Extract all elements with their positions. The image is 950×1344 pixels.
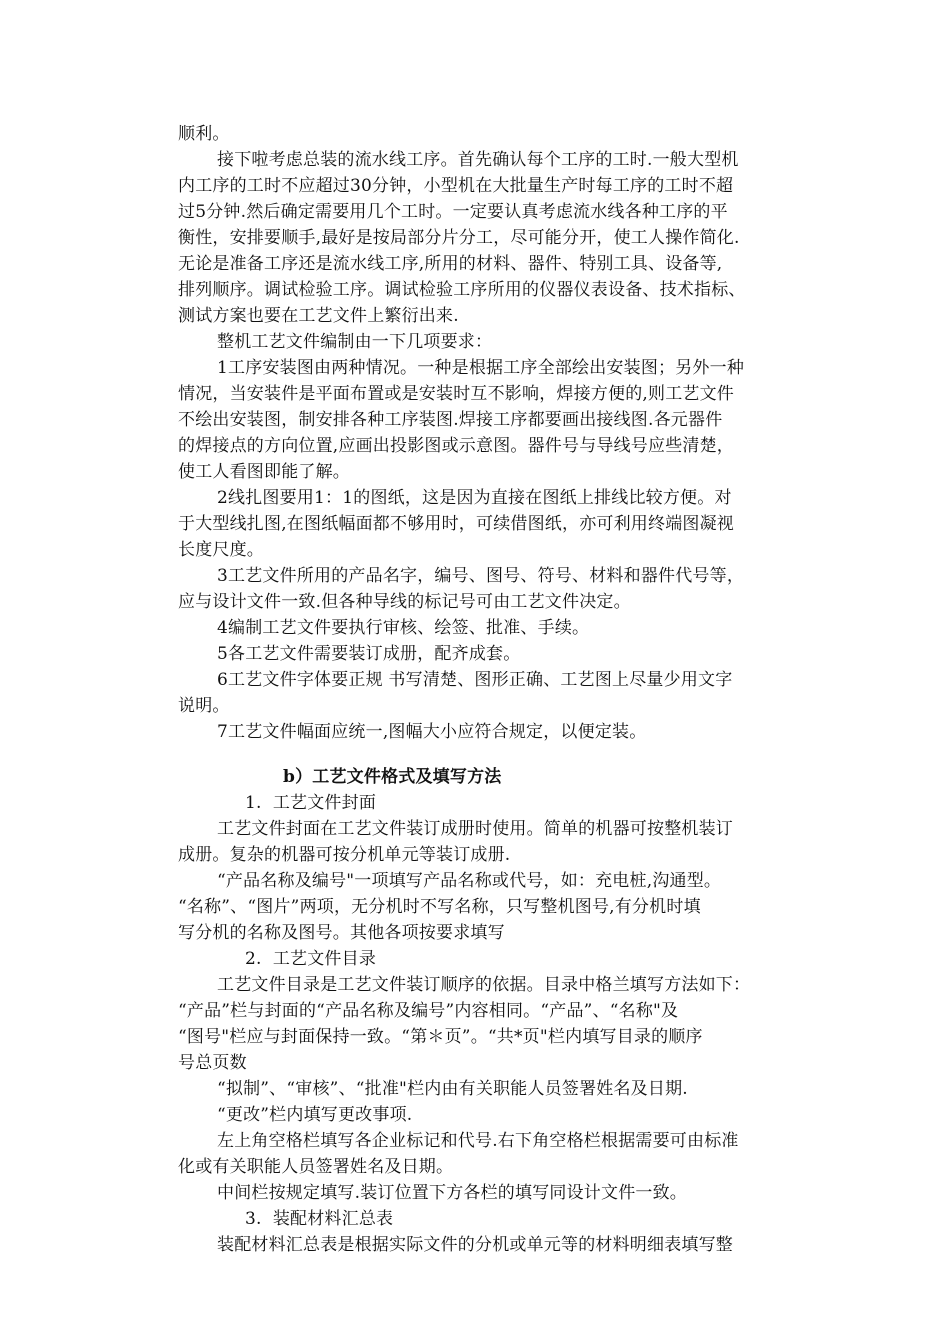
text-line: 接下啦考虑总装的流水线工序。首先确认每个工序的工时.一般大型机: [217, 150, 739, 170]
text-line: 工艺文件封面在工艺文件装订成册时使用。简单的机器可按整机装订: [217, 819, 733, 839]
text-line: 号总页数: [178, 1053, 247, 1073]
text-line: 5各工艺文件需要装订成册，配齐成套。: [217, 644, 521, 664]
text-line: “产品”栏与封面的“产品名称及编号”内容相同。“产品”、“名称"及: [178, 1001, 679, 1021]
text-line: 于大型线扎图,在图纸幅面都不够用时，可续借图纸，亦可利用终端图凝视: [178, 514, 735, 534]
text-line: 装配材料汇总表是根据实际文件的分机或单元等的材料明细表填写整: [217, 1235, 733, 1255]
text-line: 3工艺文件所用的产品名字，编号、图号、符号、材料和器件代号等，: [217, 566, 745, 586]
text-line: 工艺文件目录是工艺文件装订顺序的依据。目录中格兰填写方法如下：: [217, 975, 751, 995]
text-line: “拟制”、“审核”、“批准"栏内由有关职能人员签署姓名及日期.: [217, 1079, 688, 1099]
text-line: 7工艺文件幅面应统一,图幅大小应符合规定，以便定装。: [217, 722, 647, 742]
section-heading: b）工艺文件格式及填写方法: [283, 767, 502, 787]
text-line: 不绘出安装图，制安排各种工序装图.焊接工序都要画出接线图.各元器件: [178, 410, 723, 430]
text-line: “名称”、“图片”两项，无分机时不写名称，只写整机图号,有分机时填: [178, 897, 701, 917]
text-line: “更改”栏内填写更改事项.: [217, 1105, 413, 1125]
text-line: 情况，当安装件是平面布置或是安装时互不影响，焊接方便的,则工艺文件: [178, 384, 735, 404]
text-line: “图号"栏应与封面保持一致。“第＊页”。“共*页"栏内填写目录的顺序: [178, 1027, 703, 1047]
text-line: 使工人看图即能了解。: [178, 462, 350, 482]
text-line: 排列顺序。调试检验工序。调试检验工序所用的仪器仪表设备、技术指标、: [178, 280, 746, 300]
text-line: 2线扎图要用1：1的图纸，这是因为直接在图纸上排线比较方便。对: [217, 488, 732, 508]
text-line: 应与设计文件一致.但各种导线的标记号可由工艺文件决定。: [178, 592, 631, 612]
text-line: 1工序安装图由两种情况。一种是根据工序全部绘出安装图；另外一种: [217, 358, 745, 378]
text-line: 衡性，安排要顺手,最好是按局部分片分工，尽可能分开，使工人操作简化.: [178, 228, 740, 248]
text-line: “产品名称及编号"一项填写产品名称或代号，如：充电桩,沟通型。: [217, 871, 722, 891]
text-line: 6工艺文件字体要正规 书写清楚、图形正确、工艺图上尽量少用文字: [217, 670, 733, 690]
text-line: 测试方案也要在工艺文件上繁衍出来.: [178, 306, 459, 326]
subsection-heading: 1. 工艺文件封面: [245, 793, 377, 813]
text-line: 内工序的工时不应超过30分钟，小型机在大批量生产时每工序的工时不超: [178, 176, 734, 196]
text-line: 顺利。: [178, 124, 230, 144]
text-line: 过5分钟.然后确定需要用几个工时。一定要认真考虑流水线各种工序的平: [178, 202, 728, 222]
text-line: 化或有关职能人员签署姓名及日期。: [178, 1157, 454, 1177]
text-line: 的焊接点的方向位置,应画出投影图或示意图。器件号与导线号应些清楚，: [178, 436, 735, 456]
text-line: 中间栏按规定填写.装订位置下方各栏的填写同设计文件一致。: [217, 1183, 688, 1203]
text-line: 说明。: [178, 696, 230, 716]
text-line: 4编制工艺文件要执行审核、绘签、批准、手续。: [217, 618, 590, 638]
text-line: 成册。复杂的机器可按分机单元等装订成册.: [178, 845, 511, 865]
text-line: 整机工艺文件编制由一下几项要求：: [217, 332, 493, 352]
subsection-heading: 2. 工艺文件目录: [245, 949, 377, 969]
text-line: 长度尺度。: [178, 540, 264, 560]
text-line: 左上角空格栏填写各企业标记和代号.右下角空格栏根据需要可由标准: [217, 1131, 739, 1151]
text-line: 写分机的名称及图号。其他各项按要求填写: [178, 923, 505, 943]
text-line: 无论是准备工序还是流水线工序,所用的材料、器件、特别工具、设备等,: [178, 254, 723, 274]
subsection-heading: 3. 装配材料汇总表: [245, 1209, 394, 1229]
